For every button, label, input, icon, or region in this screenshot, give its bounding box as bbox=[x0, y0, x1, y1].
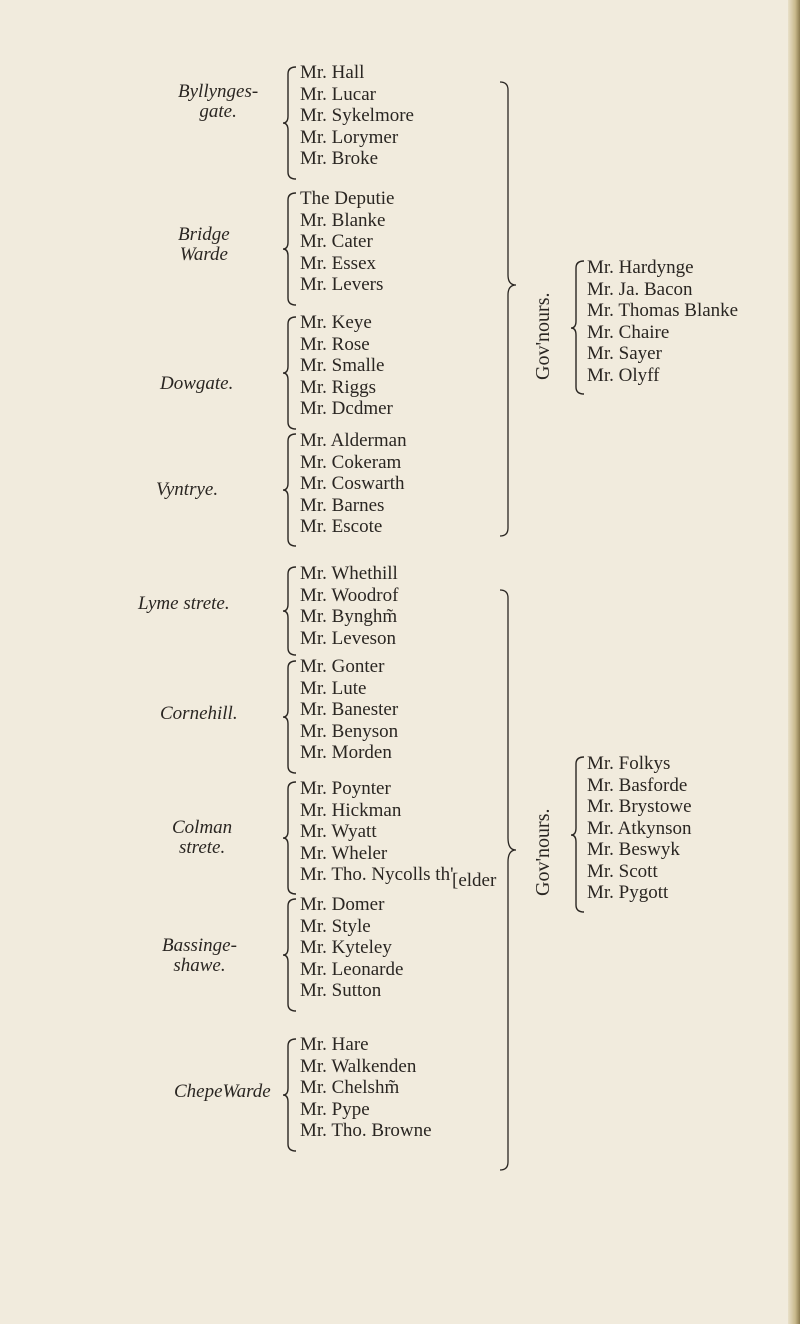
ward-brace bbox=[282, 316, 298, 430]
governors-label-second: Gov'nours. bbox=[532, 808, 554, 896]
name-entry: Mr. Domer bbox=[300, 894, 385, 915]
name-entry: Mr. Tho. Nycolls th' bbox=[300, 864, 454, 885]
governors-names-second bbox=[587, 753, 692, 904]
ward-label-dowgate: Dowgate. bbox=[160, 373, 234, 394]
name-entry: Mr. Escote bbox=[300, 516, 383, 537]
name-entry: Mr. Barnes bbox=[300, 494, 385, 516]
name-entry: Mr. Benyson bbox=[300, 720, 399, 742]
ward-label-chepe-warde: ChepeWarde bbox=[174, 1081, 271, 1102]
ward-brace bbox=[282, 66, 298, 180]
governors-names-first bbox=[587, 257, 738, 386]
ward-names-bridge-warde bbox=[300, 188, 394, 296]
name-entry: Mr. Style bbox=[300, 915, 371, 937]
name-entry: Mr. Smalle bbox=[300, 355, 385, 376]
name-entry: Mr. Tho. Browne bbox=[300, 1120, 432, 1141]
elder-note: [elder bbox=[452, 870, 497, 891]
name-entry: Mr. Cater bbox=[300, 231, 373, 252]
ward-label-vyntrye: Vyntrye. bbox=[156, 479, 219, 500]
name-entry: Mr. Morden bbox=[300, 742, 392, 763]
ward-names-dowgate bbox=[300, 312, 393, 420]
name-entry: Mr. Brystowe bbox=[587, 796, 692, 817]
ward-label-bridge-warde: Bridge Warde bbox=[178, 224, 230, 265]
name-entry: Mr. Atkynson bbox=[587, 817, 692, 839]
group-brace-second bbox=[498, 588, 520, 1174]
ward-names-vyntrye bbox=[300, 430, 407, 538]
ward-brace bbox=[282, 192, 298, 306]
name-entry: Mr. Sayer bbox=[587, 343, 662, 364]
name-entry: Mr. Whethill bbox=[300, 563, 398, 584]
name-entry: Mr. Ja. Bacon bbox=[587, 278, 693, 300]
ward-names-colman-strete bbox=[300, 778, 454, 886]
name-entry: Mr. Riggs bbox=[300, 376, 377, 398]
ward-label-bassingeshawe: Bassinge- shawe. bbox=[162, 935, 237, 976]
name-entry: Mr. Dcdmer bbox=[300, 398, 393, 419]
name-entry: Mr. Hickman bbox=[300, 799, 402, 821]
ward-label-byllyngesgate: Byllynges- gate. bbox=[178, 81, 259, 122]
name-entry: Mr. Gonter bbox=[300, 656, 385, 677]
governors-brace bbox=[570, 260, 586, 396]
group-brace-first bbox=[498, 80, 520, 540]
name-entry: Mr. Sutton bbox=[300, 980, 382, 1001]
name-entry: Mr. Lute bbox=[300, 677, 367, 699]
name-entry: Mr. Poynter bbox=[300, 778, 391, 799]
name-entry: Mr. Cokeram bbox=[300, 451, 402, 473]
name-entry: Mr. Chaire bbox=[587, 321, 670, 343]
name-entry: Mr. Wyatt bbox=[300, 821, 377, 842]
ward-names-chepe-warde bbox=[300, 1034, 432, 1142]
ward-brace bbox=[282, 433, 298, 547]
name-entry: Mr. Coswarth bbox=[300, 473, 405, 494]
name-entry: Mr. Rose bbox=[300, 333, 370, 355]
ward-label-cornehill: Cornehill. bbox=[160, 703, 238, 724]
name-entry: The Deputie bbox=[300, 188, 395, 209]
name-entry: Mr. Leonarde bbox=[300, 958, 404, 980]
ward-label-colman-strete: Colman strete. bbox=[172, 817, 233, 858]
name-entry: Mr. Blanke bbox=[300, 209, 386, 231]
ward-brace bbox=[282, 898, 298, 1012]
name-entry: Mr. Hardynge bbox=[587, 257, 694, 278]
name-entry: Mr. Alderman bbox=[300, 430, 407, 451]
ward-brace bbox=[282, 781, 298, 895]
name-entry: Mr. Basforde bbox=[587, 774, 688, 796]
name-entry: Mr. Keye bbox=[300, 312, 372, 333]
name-entry: Mr. Scott bbox=[587, 860, 658, 882]
ward-brace bbox=[282, 1038, 298, 1152]
name-entry: Mr. Hall bbox=[300, 62, 365, 83]
governors-label-first: Gov'nours. bbox=[532, 292, 554, 380]
name-entry: Mr. Chelshm̃ bbox=[300, 1077, 400, 1098]
ward-label-lyme-strete: Lyme strete. bbox=[138, 593, 230, 614]
name-entry: Mr. Leveson bbox=[300, 627, 397, 649]
name-entry: Mr. Pygott bbox=[587, 882, 669, 903]
name-entry: Mr. Banester bbox=[300, 699, 399, 720]
name-entry: Mr. Beswyk bbox=[587, 839, 680, 860]
name-entry: Mr. Sykelmore bbox=[300, 105, 414, 126]
name-entry: Mr. Folkys bbox=[587, 753, 671, 774]
ward-names-cornehill bbox=[300, 656, 398, 764]
name-entry: Mr. Hare bbox=[300, 1034, 369, 1055]
name-entry: Mr. Lucar bbox=[300, 83, 376, 105]
name-entry: Mr. Bynghm̃ bbox=[300, 606, 398, 627]
name-entry: Mr. Lorymer bbox=[300, 126, 399, 148]
name-entry: Mr. Essex bbox=[300, 252, 376, 274]
ward-brace bbox=[282, 660, 298, 774]
ward-names-byllyngesgate bbox=[300, 62, 414, 170]
name-entry: Mr. Levers bbox=[300, 274, 384, 295]
name-entry: Mr. Broke bbox=[300, 148, 379, 169]
governors-brace bbox=[570, 756, 586, 914]
name-entry: Mr. Woodrof bbox=[300, 584, 399, 606]
name-entry: Mr. Olyff bbox=[587, 364, 660, 386]
page-edge bbox=[788, 0, 800, 1324]
name-entry: Mr. Walkenden bbox=[300, 1055, 417, 1077]
name-entry: Mr. Thomas Blanke bbox=[587, 300, 739, 321]
ward-brace bbox=[282, 566, 298, 656]
ward-names-bassingeshawe bbox=[300, 894, 403, 1002]
name-entry: Mr. Kyteley bbox=[300, 937, 392, 958]
name-entry: Mr. Wheler bbox=[300, 842, 388, 864]
name-entry: Mr. Pype bbox=[300, 1098, 370, 1120]
ward-names-lyme-strete bbox=[300, 563, 398, 649]
